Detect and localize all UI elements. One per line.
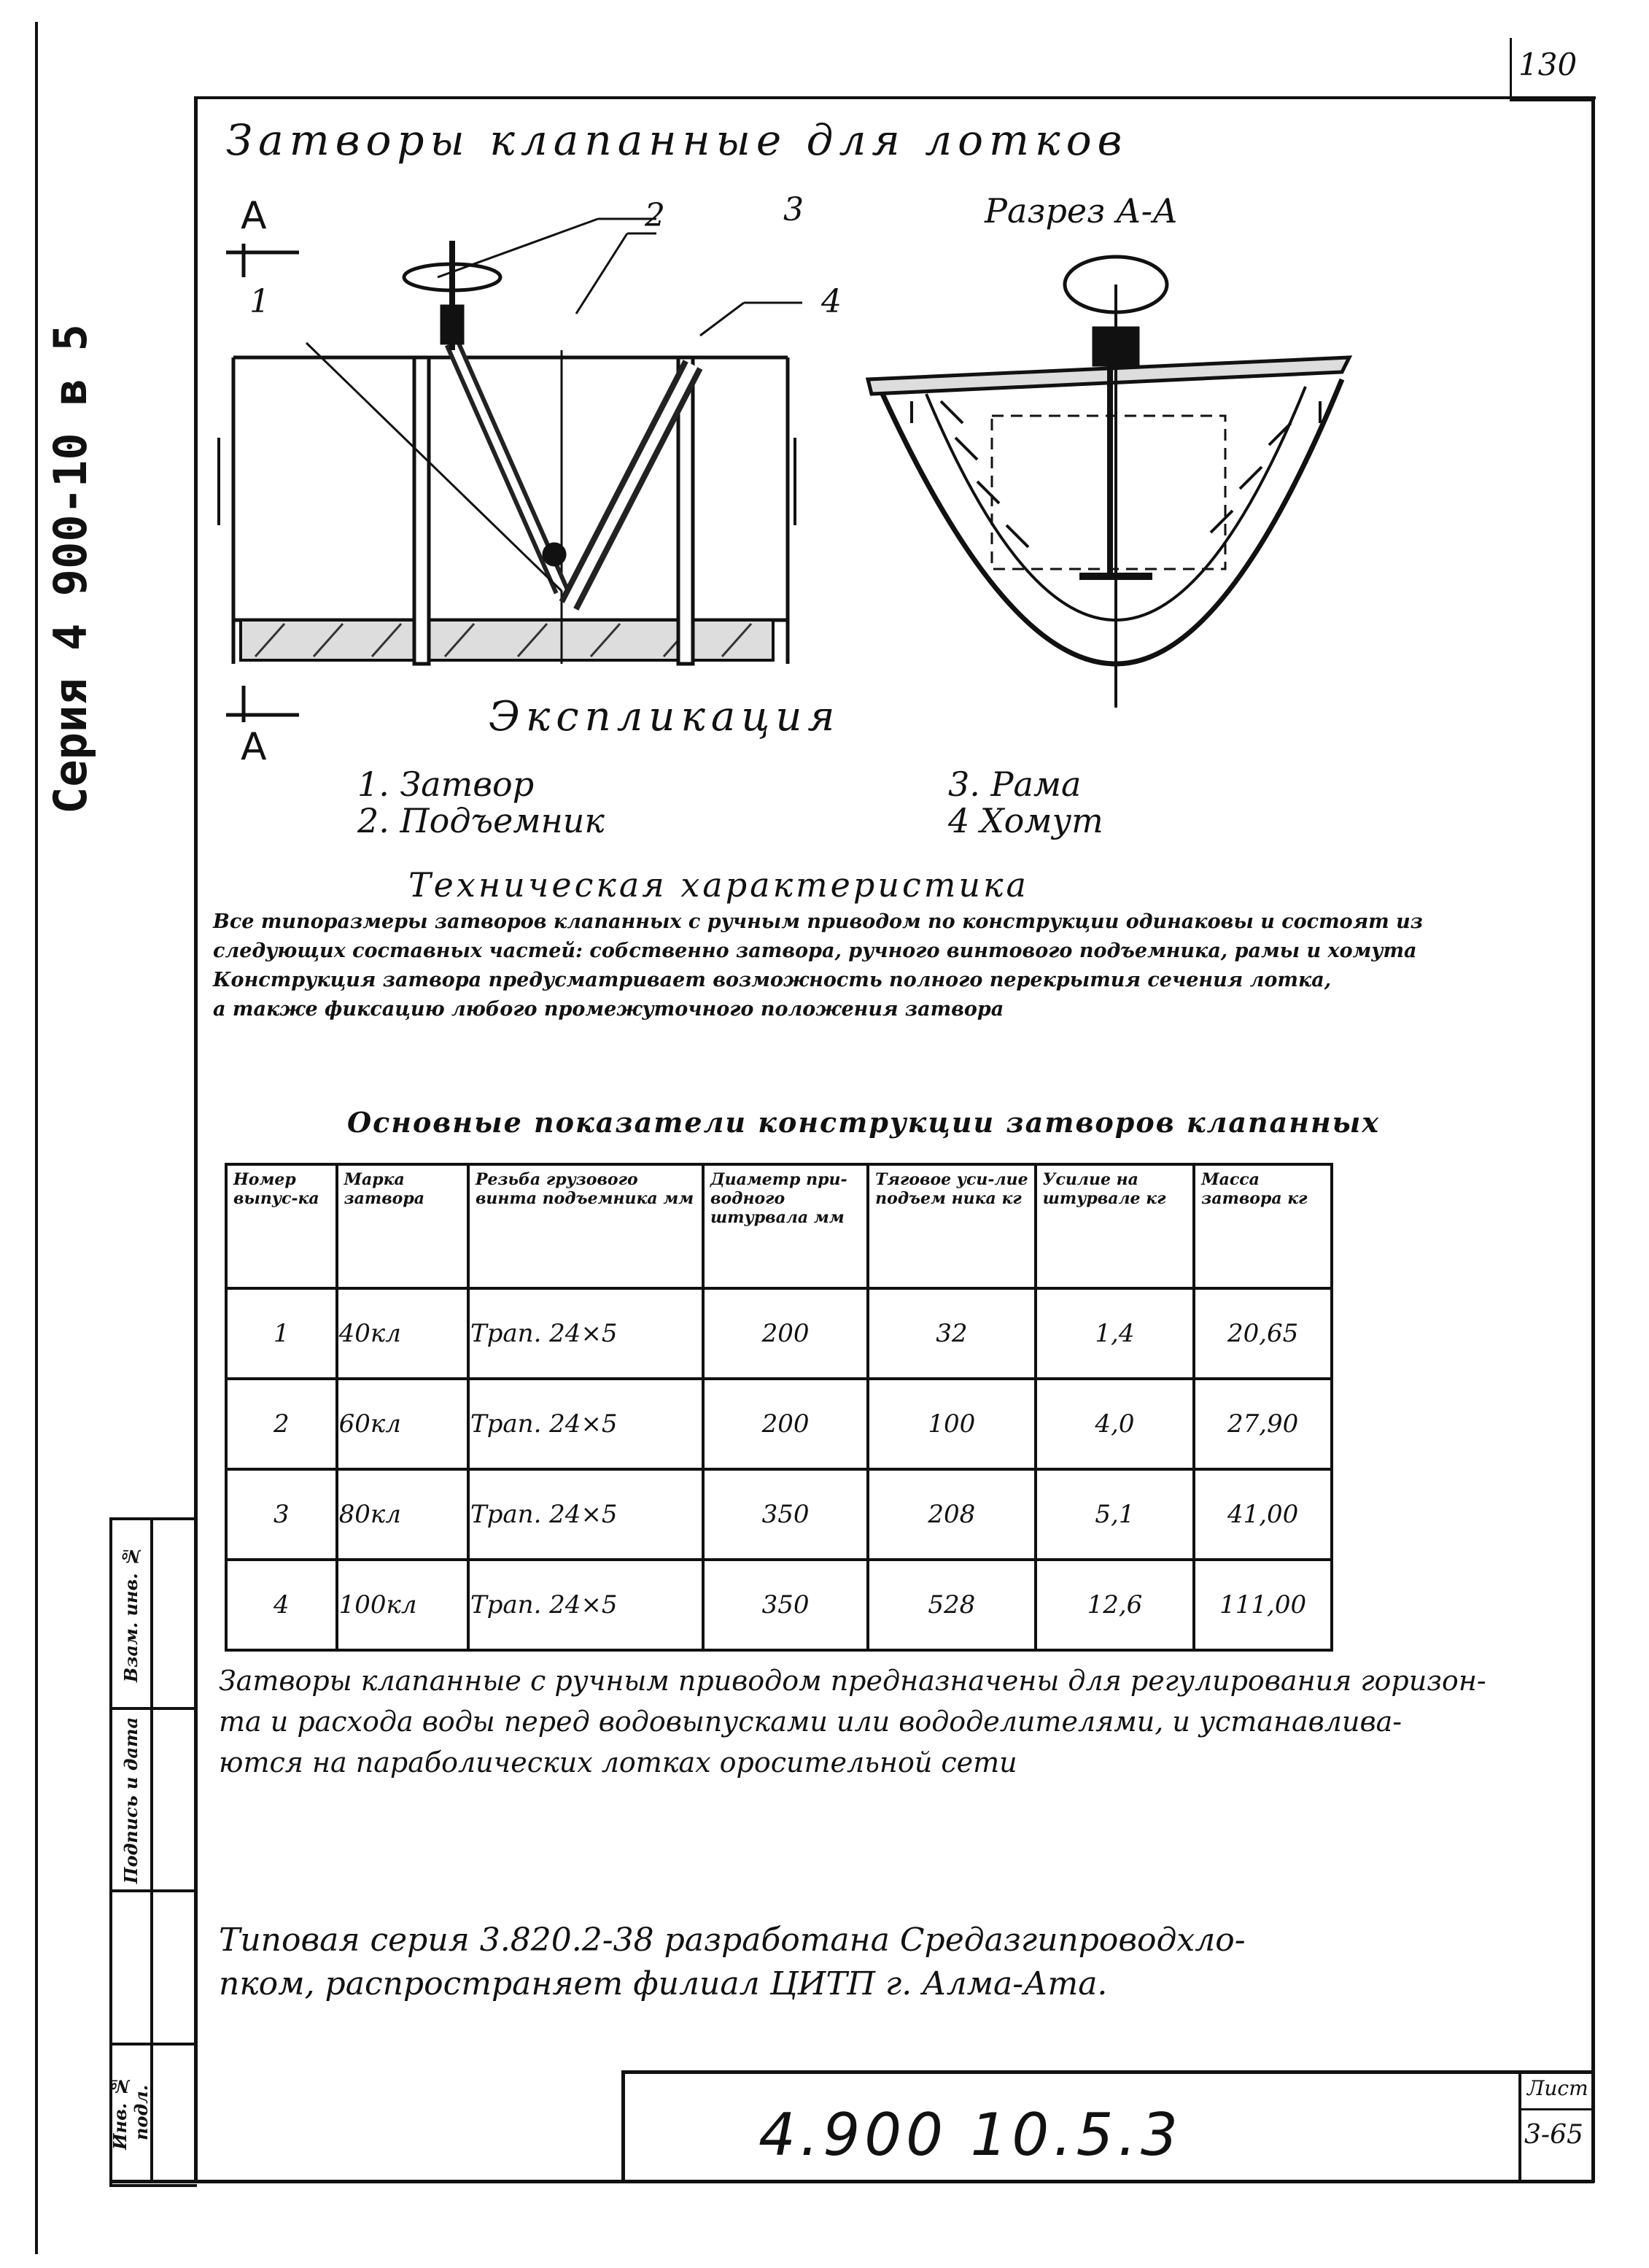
- cell: 1,4: [1036, 1288, 1195, 1379]
- cell: Трап. 24×5: [468, 1379, 703, 1469]
- col-header: Резьба грузового винта подъемника мм: [468, 1164, 703, 1288]
- spec-table: [225, 1163, 1333, 1652]
- side-stamp-cell-1: Инв. № подл.: [109, 2075, 152, 2150]
- cell: 41,00: [1194, 1469, 1332, 1560]
- section-view: [868, 257, 1349, 708]
- side-stamp-h2: [109, 1889, 194, 1892]
- page-title: Затворы клапанные для лотков: [226, 115, 1128, 165]
- table-row: [226, 1469, 1332, 1560]
- cell: Трап. 24×5: [468, 1288, 703, 1379]
- sheet-label: Лист: [1527, 2076, 1588, 2100]
- cell: 20,65: [1194, 1288, 1332, 1379]
- item-name: Хомут: [979, 801, 1103, 840]
- table-caption: Основные показатели конструкции затворов клапанных: [347, 1106, 1381, 1139]
- side-stamp-h1: [109, 1707, 194, 1710]
- section-mark-top: А: [241, 194, 267, 238]
- cell: 2: [226, 1379, 337, 1469]
- tech-heading: Техническая характеристика: [408, 865, 1029, 905]
- side-stamp-cell-3: Взам. инв. №: [120, 1546, 141, 1683]
- series-line: Типовая серия 3.820.2-38 разработана Средазгипроводхло-: [219, 1921, 1246, 1959]
- cell: 4: [226, 1560, 337, 1650]
- cell: 208: [868, 1469, 1036, 1560]
- col-header: Номер выпус-ка: [226, 1164, 337, 1288]
- table-header-row: [226, 1164, 1332, 1288]
- col-header: Диаметр при-водного штурвала мм: [703, 1164, 868, 1288]
- cell: 200: [703, 1288, 868, 1379]
- cell: 80кл: [337, 1469, 468, 1560]
- cell: 4,0: [1036, 1379, 1195, 1469]
- sheet-number: 130: [1518, 47, 1578, 82]
- tech-line: а также фиксацию любого промежуточного положения затвора: [213, 998, 1004, 1021]
- cell: Трап. 24×5: [468, 1560, 703, 1650]
- cell: 100: [868, 1379, 1036, 1469]
- item-number: 3.: [948, 765, 980, 804]
- title-block-sheet-divider: [1518, 2070, 1521, 2180]
- cell: 100кл: [337, 1560, 468, 1650]
- callout-3: 3: [783, 191, 804, 228]
- purpose-line: Затворы клапанные с ручным приводом предназначены для регулирования горизон-: [219, 1665, 1486, 1697]
- cell: 1: [226, 1288, 337, 1379]
- col-header: Масса затвора кг: [1194, 1164, 1332, 1288]
- side-stamp-h3: [109, 2043, 194, 2046]
- tech-line: Конструкция затвора предусматривает возможность полного перекрытия сечения лотка,: [213, 969, 1332, 991]
- col-header: Тяговое уси-лие подъем ника кг: [868, 1164, 1036, 1288]
- item-number: 4: [948, 801, 970, 840]
- item-name: Затвор: [400, 765, 535, 804]
- explication-heading: Экспликация: [489, 693, 841, 740]
- col-header: Марка затвора: [337, 1164, 468, 1288]
- cell: Трап. 24×5: [468, 1469, 703, 1560]
- table-row: [226, 1560, 1332, 1650]
- col-header: Усилие на штурвале кг: [1036, 1164, 1195, 1288]
- cell: 40кл: [337, 1288, 468, 1379]
- side-stamp-cell-2: Подпись и дата: [120, 1717, 141, 1884]
- purpose-note: [219, 1660, 1583, 1783]
- purpose-line: та и расхода воды перед водовыпусками или вододелителями, и устанавлива-: [219, 1706, 1402, 1738]
- explication-item-4: [948, 801, 1103, 840]
- drawing-code: 4.900 10.5.3: [758, 2101, 1182, 2169]
- item-number: 1.: [357, 765, 389, 804]
- cell: 111,00: [1194, 1560, 1332, 1650]
- tech-line: следующих составных частей: собственно затвора, ручного винтового подъемника, рамы и хомута: [213, 940, 1417, 962]
- section-mark-bottom: А: [241, 725, 267, 769]
- elevation-view: [219, 219, 802, 664]
- title-block-sheet-hline: [1518, 2108, 1591, 2110]
- cell: 32: [868, 1288, 1036, 1379]
- callout-4: 4: [821, 283, 842, 320]
- cell: 60кл: [337, 1379, 468, 1469]
- frame-right: [1591, 96, 1595, 2183]
- table-row: [226, 1379, 1332, 1469]
- item-name: Рама: [990, 765, 1082, 804]
- cell: 350: [703, 1469, 868, 1560]
- left-margin-line: [35, 22, 38, 2254]
- explication-item-3: [948, 765, 1081, 804]
- tech-text: [213, 907, 1577, 1024]
- explication-item-2: [357, 801, 605, 840]
- gate-drawing: [212, 182, 1568, 737]
- item-number: 2.: [357, 801, 389, 840]
- cell: 12,6: [1036, 1560, 1195, 1650]
- series-line: пком, распространяет филиал ЦИТП г. Алма-Ата.: [219, 1965, 1108, 2002]
- cell: 200: [703, 1379, 868, 1469]
- sheet-value: 3-65: [1524, 2120, 1583, 2150]
- cell: 3: [226, 1469, 337, 1560]
- series-note: [219, 1919, 1583, 2006]
- cell: 528: [868, 1560, 1036, 1650]
- series-label-vertical: Серия 4 900-10 в 5: [44, 324, 97, 814]
- callout-2: 2: [645, 197, 665, 234]
- item-name: Подъемник: [400, 801, 605, 840]
- section-title: Разрез А-А: [985, 191, 1179, 231]
- cell: 5,1: [1036, 1469, 1195, 1560]
- explication-item-1: [357, 765, 534, 804]
- cell: 27,90: [1194, 1379, 1332, 1469]
- tech-line: Все типоразмеры затворов клапанных с ручным приводом по конструкции одинаковы и состоят из: [213, 910, 1424, 933]
- table-row: [226, 1288, 1332, 1379]
- cell: 350: [703, 1560, 868, 1650]
- frame-top: [195, 96, 1596, 99]
- purpose-line: ются на параболических лотках оросительной сети: [219, 1746, 1017, 1779]
- callout-1: 1: [249, 283, 270, 320]
